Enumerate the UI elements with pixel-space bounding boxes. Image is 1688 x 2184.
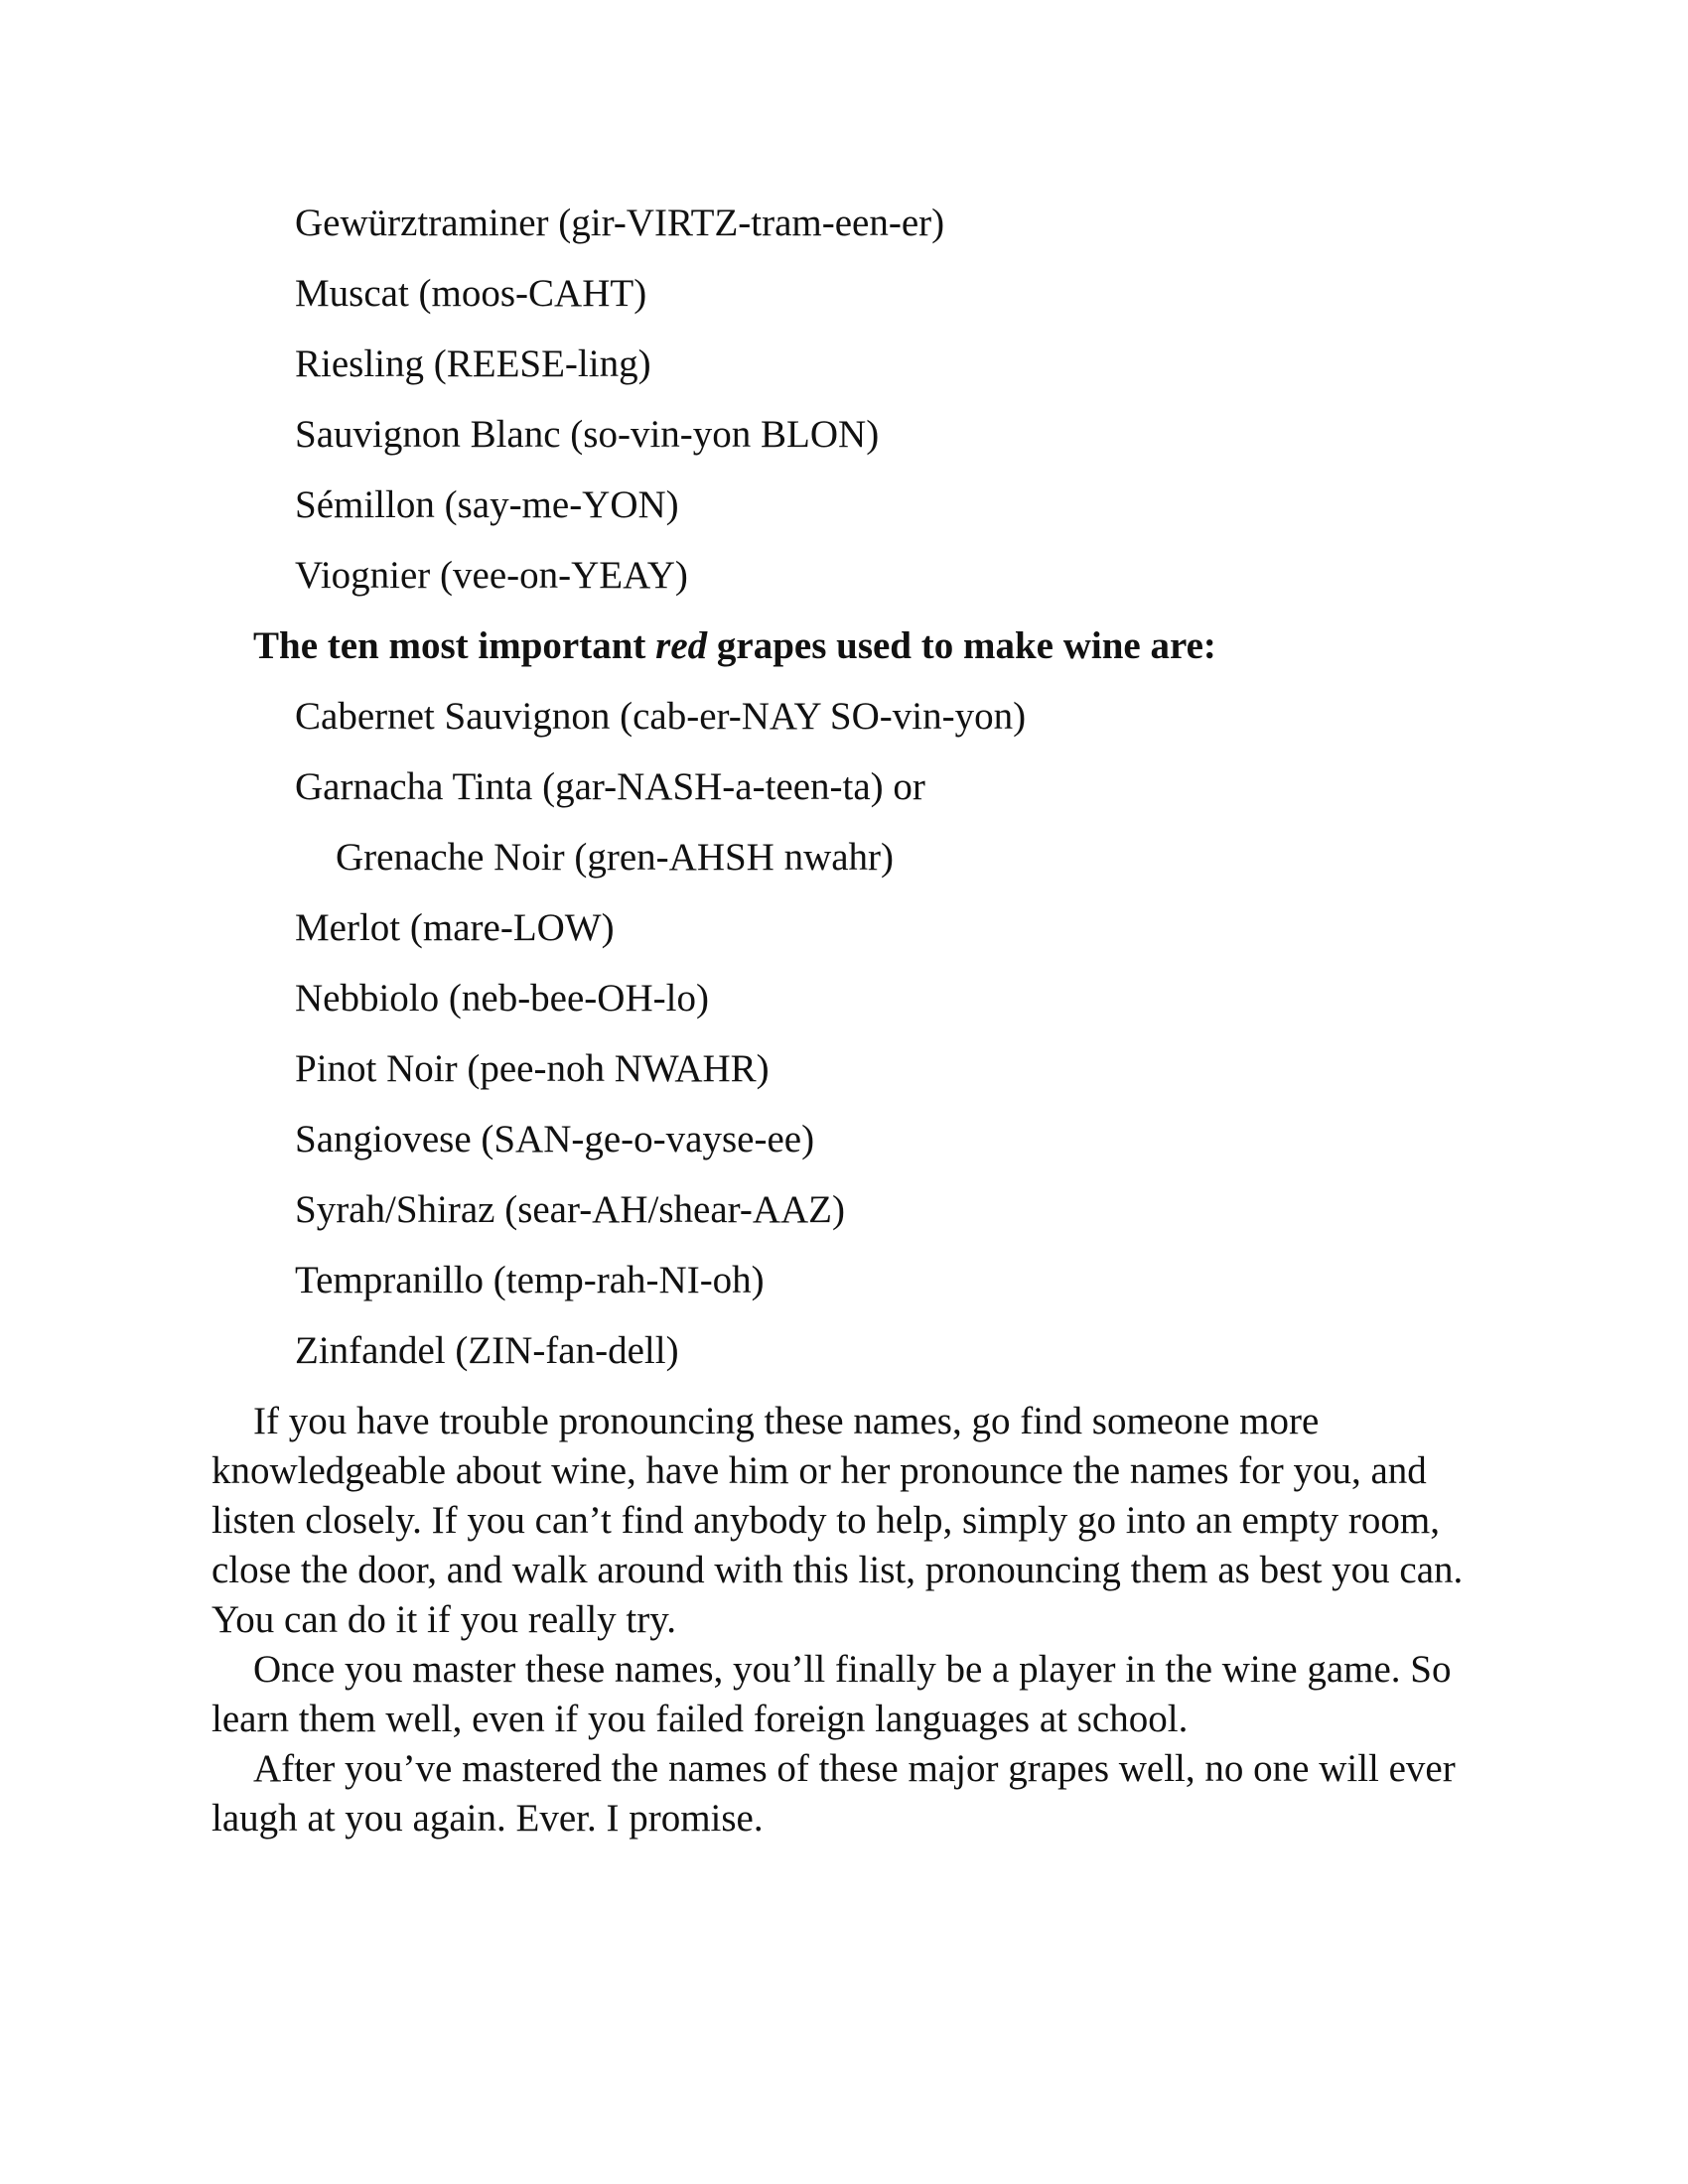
red-grapes-heading <box>253 621 1216 671</box>
red-grape-item: Merlot (mare-LOW) <box>295 906 615 949</box>
red-grape-item: Syrah/Shiraz (sear-AH/shear-AAZ) <box>295 1188 845 1231</box>
heading-text-before: The ten most important <box>253 624 656 667</box>
red-grape-item: Sangiovese (SAN-ge-o-vayse-ee) <box>295 1118 815 1160</box>
red-grape-item: Pinot Noir (pee-noh NWAHR) <box>295 1047 770 1090</box>
red-grape-item: Tempranillo (temp-rah-NI-oh) <box>295 1259 765 1301</box>
body-paragraph: After you’ve mastered the names of these major grapes well, no one will ever laugh at you again. Ever. I promise. <box>211 1747 1456 1840</box>
white-grape-item: Muscat (moos-CAHT) <box>295 272 647 315</box>
white-grape-item: Viognier (vee-on-YEAY) <box>295 554 688 597</box>
heading-text-after: grapes used to make wine are: <box>707 624 1216 667</box>
white-grape-item: Sémillon (say-me-YON) <box>295 483 679 526</box>
body-paragraph: Once you master these names, you’ll finally be a player in the wine game. So learn them well, even if you failed foreign languages at school. <box>211 1648 1452 1740</box>
heading-emphasis: red <box>655 624 708 667</box>
red-grape-item-continuation: Grenache Noir (gren-AHSH nwahr) <box>336 836 895 879</box>
red-grape-item: Cabernet Sauvignon (cab-er-NAY SO-vin-yon) <box>295 695 1027 738</box>
white-grape-item: Sauvignon Blanc (so-vin-yon BLON) <box>295 413 880 456</box>
body-paragraph: If you have trouble pronouncing these names, go find someone more knowledgeable about wine, have him or her pronounce the names for you, and listen closely. If you can’t find anybody to help, simply go into an empty room, close the door, and walk around with this list, pronouncing them as best you can. You can do it if you really try. <box>211 1400 1464 1641</box>
red-grape-item: Nebbiolo (neb-bee-OH-lo) <box>295 977 709 1020</box>
white-grape-item: Gewürztraminer (gir-VIRTZ-tram-een-er) <box>295 202 945 244</box>
red-grape-item: Garnacha Tinta (gar-NASH-a-teen-ta) or <box>295 765 925 808</box>
red-grape-item: Zinfandel (ZIN-fan-dell) <box>295 1329 679 1372</box>
white-grape-item: Riesling (REESE-ling) <box>295 342 651 385</box>
